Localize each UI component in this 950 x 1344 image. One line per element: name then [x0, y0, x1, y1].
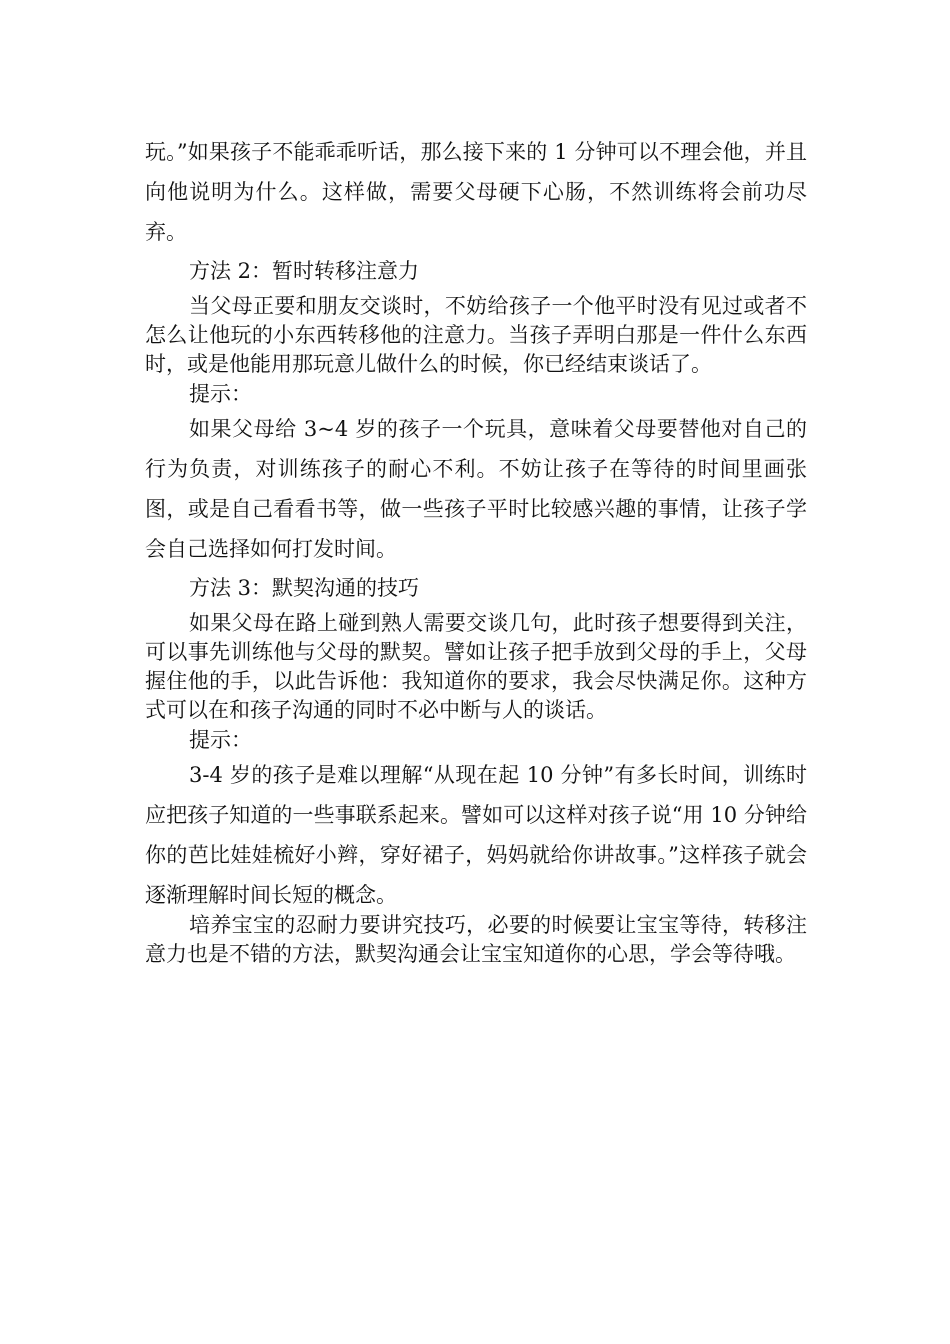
- method-2-paragraph: 当父母正要和朋友交谈时，不妨给孩子一个他平时没有见过或者不怎么让他玩的小东西转移他的注意力。当孩子弄明白那是一件什么东西时，或是他能用那玩意儿做什么的时候，你已经结束谈话了。: [145, 294, 807, 376]
- hint-1-label: 提示：: [189, 382, 252, 406]
- hint-2-paragraph: 3-4 岁的孩子是难以理解“从现在起 10 分钟”有多长时间，训练时应把孩子知道的一些事联系起来。譬如可以这样对孩子说“用 10 分钟给你的芭比娃娃梳好小辫，穿好裙子，妈妈就给你讲故事。”这样孩子就会逐渐理解时间长短的概念。: [145, 763, 807, 907]
- method-3-paragraph: 如果父母在路上碰到熟人需要交谈几句，此时孩子想要得到关注，可以事先训练他与父母的默契。譬如让孩子把手放到父母的手上，父母握住他的手，以此告诉他：我知道你的要求，我会尽快满足你。这种方式可以在和孩子沟通的同时不必中断与人的谈话。: [145, 611, 807, 722]
- method-3-heading: 方法 3：默契沟通的技巧: [189, 576, 420, 600]
- conclusion-paragraph: 培养宝宝的忍耐力要讲究技巧，必要的时候要让宝宝等待，转移注意力也是不错的方法，默契沟通会让宝宝知道你的心思，学会等待哦。: [145, 913, 807, 966]
- method-2-heading: 方法 2：暂时转移注意力: [189, 259, 420, 283]
- hint-2-label: 提示：: [189, 728, 252, 752]
- document-body: [145, 132, 807, 969]
- hint-1-paragraph: 如果父母给 3~4 岁的孩子一个玩具，意味着父母要替他对自己的行为负责，对训练孩子的耐心不利。不妨让孩子在等待的时间里画张图，或是自己看看书等，做一些孩子平时比较感兴趣的事情，让孩子学会自己选择如何打发时间。: [145, 417, 807, 561]
- paragraph-intro-continuation: 玩。”如果孩子不能乖乖听话，那么接下来的 1 分钟可以不理会他，并且向他说明为什么。这样做，需要父母硬下心肠，不然训练将会前功尽弃。: [145, 140, 807, 244]
